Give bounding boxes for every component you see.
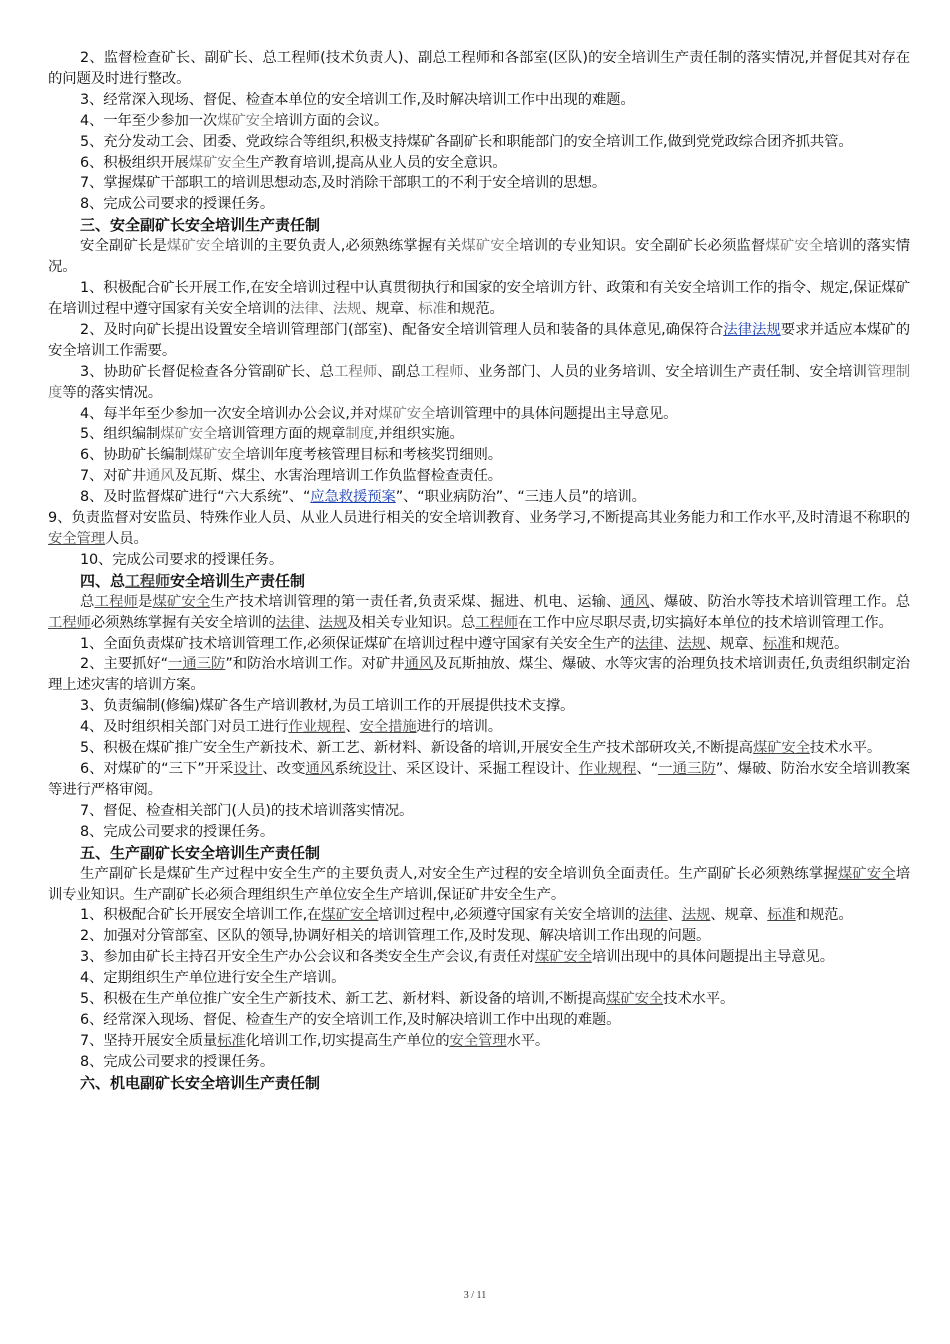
text-run: 和规范。 [791, 635, 849, 652]
term-link[interactable]: 法律 [275, 614, 305, 631]
text-run: 4、一年至少参加一次 [80, 112, 218, 129]
text-run: 6、积极组织开展 [80, 154, 189, 171]
term-link[interactable]: 煤矿安全 [606, 991, 664, 1008]
term-link[interactable]: 标准 [762, 635, 792, 652]
text-run: 5、积极在煤矿推广安全生产新技术、新工艺、新材料、新设备的培训,开展安全生产技术部研攻关,不断提高 [80, 740, 753, 757]
text-run: 技术水平。 [663, 991, 735, 1008]
term-link[interactable]: 工程师 [48, 614, 91, 631]
term-highlight: 制度 [345, 426, 374, 443]
paragraph [48, 320, 910, 362]
paragraph [48, 634, 910, 655]
text-run: ,并组织实施。 [373, 426, 464, 443]
text-run: 5、积极在生产单位推广安全生产新技术、新工艺、新材料、新设备的培训,不断提高 [80, 991, 607, 1008]
text-run: 8、及时监督煤矿进行“六大系统”、“ [80, 489, 311, 506]
term-link[interactable]: 作业规程 [288, 719, 346, 736]
term-link[interactable]: 设计 [233, 761, 263, 777]
text-run: 2、加强对分管部室、区队的领导,协调好相关的培训管理工作,及时发现、解决培训工作出现的问题。 [80, 928, 711, 945]
text-run: 、 [318, 300, 333, 317]
term-link[interactable]: 工程师 [475, 614, 518, 631]
term-link[interactable]: 煤矿安全 [321, 907, 379, 924]
term-link[interactable]: 一通三防 [167, 656, 226, 673]
text-run: 生产技术培训管理的第一责任者,负责采煤、掘进、机电、运输、 [210, 593, 621, 610]
text-run: 5、充分发动工会、团委、党政综合等组织,积极支持煤矿各副矿长和职能部门的安全培训工作,做到党党政综合团齐抓共管。 [80, 133, 853, 150]
paragraph [48, 738, 910, 759]
term-highlight: 标准 [418, 300, 447, 317]
text-run: 4、及时组织相关部门对员工进行 [80, 719, 289, 736]
section-heading [48, 1073, 910, 1094]
text-run: ”、爆破、防治水安全培训教案等进行严格审阅。 [48, 761, 911, 798]
term-link[interactable]: 标准 [767, 907, 796, 924]
text-run: 5、组织编制 [80, 426, 161, 443]
text-run: 3、协助矿长督促检查各分管副矿长、总 [80, 363, 335, 380]
paragraph [48, 989, 910, 1010]
text-run: ”和防治水培训工作。对矿井 [225, 656, 405, 673]
term-highlight: 煤矿安全 [166, 238, 225, 255]
term-link[interactable]: 通风 [305, 761, 335, 777]
text-run: 7、坚持开展安全质量 [80, 1032, 218, 1049]
document-body [48, 48, 910, 1094]
text-run: 1、积极配合矿长开展工作,在安全培训过程中认真贯彻执行和国家的安全培训方针、政策和有关安全培训工作的指令、规定,保证煤矿在培训过程中遵守国家有关安全培训的 [48, 280, 910, 317]
paragraph [48, 194, 910, 215]
text-run: 和规范。 [795, 907, 853, 924]
text-run: 、规章、 [710, 907, 768, 924]
paragraph [48, 1031, 910, 1052]
term-highlight: 法规 [332, 300, 362, 317]
text-run: 培训管理方面的规章 [217, 426, 346, 443]
text-run: 4、定期组织生产单位进行安全生产培训。 [80, 970, 346, 987]
text-run: 系统 [334, 761, 364, 777]
paragraph [48, 822, 910, 843]
paragraph [48, 424, 910, 445]
paragraph [48, 1052, 910, 1073]
text-run: 培训的主要负责人,必须熟练掌握有关 [224, 238, 462, 255]
text-run: 8、完成公司要求的授课任务。 [80, 196, 275, 213]
section-heading [48, 215, 910, 236]
text-run: 、爆破、防治水等技术培训管理工作。总 [649, 593, 910, 610]
text-run: 1、全面负责煤矿技术培训管理工作,必须保证煤矿在培训过程中遵守国家有关安全生产的 [80, 635, 635, 652]
text-run: 2、主要抓好“ [80, 656, 168, 673]
paragraph [48, 173, 910, 194]
text-run: 及相关专业知识。总 [347, 614, 476, 631]
paragraph [48, 153, 910, 174]
term-link[interactable]: 工程师 [94, 593, 138, 610]
paragraph [48, 278, 910, 320]
paragraph [48, 404, 910, 425]
term-link[interactable]: 标准 [217, 1032, 246, 1049]
term-link[interactable]: 安全管理 [449, 1032, 507, 1049]
text-run: 培训的专业知识。安全副矿长必须监督 [519, 238, 766, 255]
text-run: 化培训工作,切实提高生产单位的 [245, 1032, 450, 1049]
paragraph [48, 654, 910, 696]
term-link[interactable]: 煤矿安全 [837, 865, 896, 882]
text-run: 六、机电副矿长安全培训生产责任制 [80, 1073, 321, 1092]
paragraph [48, 362, 910, 404]
term-link[interactable]: 工程师 [125, 571, 171, 590]
term-highlight: 通风 [145, 468, 175, 485]
text-run: 及瓦斯抽放、煤尘、爆破、水等灾害的治理负技术培训责任,负责组织制定治理上述灾害的培训方案。 [48, 656, 910, 694]
term-link[interactable]: 法规 [318, 614, 348, 631]
paragraph [48, 696, 910, 717]
text-run: 安全培训生产责任制 [170, 571, 306, 590]
paragraph [48, 48, 910, 90]
term-highlight: 工程师 [420, 363, 464, 380]
text-run: 3、参加由矿长主持召开安全生产办公会议和各类安全生产会议,有责任对 [80, 949, 535, 966]
term-link[interactable]: 一通三防 [658, 761, 716, 777]
text-run: ”、“职业病防治”、“三违人员”的培训。 [395, 489, 646, 506]
text-run: 2、监督检查矿长、副矿长、总工程师(技术负责人)、副总工程师和各部室(区队)的安全培训生产责任制的落实情况,并督促其对存在的问题及时进行整改。 [48, 50, 910, 87]
text-run: 3、负责编制(修编)煤矿各生产培训教材,为员工培训工作的开展提供技术支撑。 [80, 698, 575, 715]
term-highlight: 煤矿安全 [188, 447, 246, 464]
paragraph [48, 111, 910, 132]
text-run: 五、生产副矿长安全培训生产责任制 [80, 843, 321, 862]
term-link[interactable]: 设计 [363, 761, 392, 777]
text-run: 、 [345, 719, 360, 736]
paragraph [48, 90, 910, 111]
hyperlink[interactable]: 法律法规 [723, 321, 781, 338]
text-run: 和规范。 [446, 300, 504, 317]
term-highlight: 煤矿安全 [461, 238, 520, 255]
term-highlight: 煤矿安全 [188, 154, 246, 171]
paragraph [48, 864, 910, 906]
text-run: 7、督促、检查相关部门(人员)的技术培训落实情况。 [80, 802, 414, 819]
paragraph [48, 759, 910, 801]
text-run: 8、完成公司要求的授课任务。 [80, 823, 275, 840]
paragraph [48, 132, 910, 153]
term-link[interactable]: 法律 [639, 907, 668, 924]
paragraph [48, 1010, 910, 1031]
text-run: 培训过程中,必须遵守国家有关安全培训的 [378, 907, 640, 924]
text-run: 、 [663, 635, 678, 652]
paragraph [48, 947, 910, 968]
paragraph [48, 508, 910, 550]
term-link[interactable]: 安全管理 [48, 530, 105, 547]
text-run: 7、掌握煤矿干部职工的培训思想动态,及时消除干部职工的不利于安全培训的思想。 [80, 175, 607, 192]
text-run: 9、负责监督对安监员、特殊作业人员、从业人员进行相关的安全培训教育、业务学习,不断提高其业务能力和工作水平,及时清退不称职的 [48, 510, 910, 527]
text-run: 、 [304, 614, 319, 631]
text-run: 总 [80, 593, 95, 610]
text-run: 、规章、 [705, 635, 763, 652]
paragraph [48, 550, 910, 571]
text-run: 及瓦斯、煤尘、水害治理培训工作负监督检查责任。 [174, 468, 502, 485]
term-highlight: 煤矿安全 [378, 405, 436, 422]
text-run: 水平。 [506, 1032, 550, 1049]
text-run: 4、每半年至少参加一次安全培训办公会议,并对 [80, 405, 379, 422]
paragraph [48, 487, 910, 508]
text-run: 人员。 [104, 530, 148, 547]
term-link[interactable]: 通风 [404, 656, 434, 673]
term-link[interactable]: 通风 [620, 593, 650, 610]
text-run: 是 [137, 593, 153, 610]
term-link[interactable]: 煤矿安全 [752, 740, 810, 757]
term-link[interactable]: 法规 [677, 635, 706, 652]
term-highlight: 管理制度 [48, 363, 910, 401]
paragraph [48, 801, 910, 822]
term-link[interactable]: 作业规程 [578, 761, 637, 777]
paragraph [48, 592, 910, 634]
text-run: 、规章、 [361, 300, 419, 317]
text-run: 四、总 [80, 571, 126, 590]
text-run: 生产教育培训,提高从业人员的安全意识。 [245, 154, 507, 171]
term-highlight: 法律 [290, 300, 319, 317]
text-run: 、“ [636, 761, 659, 777]
text-run: 培训的落实情况。 [48, 238, 911, 276]
text-run: 10、完成公司要求的授课任务。 [80, 551, 284, 568]
text-run: 2、及时向矿长提出设置安全培训管理部门(部室)、配备安全培训管理人员和装备的具体意见,确保符合 [80, 321, 724, 338]
text-run: 、采区设计、采掘工程设计、 [391, 761, 579, 777]
text-run: 6、对煤矿的“三下”开采 [80, 761, 234, 777]
text-run: 3、经常深入现场、督促、检查本单位的安全培训工作,及时解决培训工作中出现的难题。 [80, 91, 635, 108]
text-run: 、改变 [262, 761, 306, 777]
section-heading [48, 843, 910, 864]
paragraph [48, 236, 910, 278]
term-highlight: 工程师 [334, 363, 378, 380]
text-run: 1、积极配合矿长开展安全培训工作,在 [80, 907, 322, 924]
text-run: 进行的培训。 [416, 719, 503, 736]
paragraph [48, 445, 910, 466]
paragraph [48, 968, 910, 989]
text-run: 7、对矿井 [80, 468, 146, 485]
text-run: 培训年度考核管理目标和考核奖罚细则。 [245, 447, 503, 464]
hyperlink[interactable]: 应急救援预案 [310, 489, 396, 506]
section-heading [48, 571, 910, 592]
text-run: 必须熟练掌握有关安全培训的 [90, 614, 276, 631]
text-run: 、业务部门、人员的业务培训、安全培训生产责任制、安全培训 [463, 363, 867, 380]
text-run: 、 [667, 907, 682, 924]
term-link[interactable]: 法规 [681, 907, 711, 924]
paragraph [48, 905, 910, 926]
term-link[interactable]: 安全措施 [359, 719, 417, 736]
term-link[interactable]: 煤矿安全 [534, 949, 592, 966]
paragraph [48, 717, 910, 738]
text-run: 三、安全副矿长安全培训生产责任制 [80, 216, 321, 235]
text-run: 安全副矿长是 [80, 238, 167, 255]
text-run: 培训方面的会议。 [274, 112, 389, 129]
text-run: 6、经常深入现场、督促、检查生产的安全培训工作,及时解决培训工作中出现的难题。 [80, 1011, 621, 1028]
text-run: 在工作中应尽职尽责,切实搞好本单位的技术培训管理工作。 [518, 614, 893, 631]
paragraph [48, 926, 910, 947]
term-link[interactable]: 煤矿安全 [152, 593, 211, 610]
paragraph [48, 466, 910, 487]
text-run: 技术水平。 [809, 740, 882, 757]
text-run: 6、协助矿长编制 [80, 447, 189, 464]
text-run: 生产副矿长是煤矿生产过程中安全生产的主要负责人,对安全生产过程的安全培训负全面责任。生产副矿长必须熟练掌握 [80, 865, 838, 882]
text-run: 、副总 [377, 363, 421, 380]
text-run: 培训专业知识。生产副矿长必须合理组织生产单位安全生产培训,保证矿井安全生产。 [48, 865, 910, 903]
text-run: 培训管理中的具体问题提出主导意见。 [435, 405, 678, 422]
term-link[interactable]: 法律 [634, 635, 664, 652]
term-highlight: 煤矿安全 [160, 426, 218, 443]
page-number: 3 / 11 [463, 1290, 487, 1301]
text-run: 等的落实情况。 [62, 384, 162, 401]
term-highlight: 煤矿安全 [765, 238, 824, 255]
text-run: 培训出现中的具体问题提出主导意见。 [591, 949, 834, 966]
text-run: 要求并适应本煤矿的安全培训工作需要。 [48, 321, 910, 359]
text-run: 8、完成公司要求的授课任务。 [80, 1053, 275, 1070]
term-highlight: 煤矿安全 [217, 112, 275, 129]
